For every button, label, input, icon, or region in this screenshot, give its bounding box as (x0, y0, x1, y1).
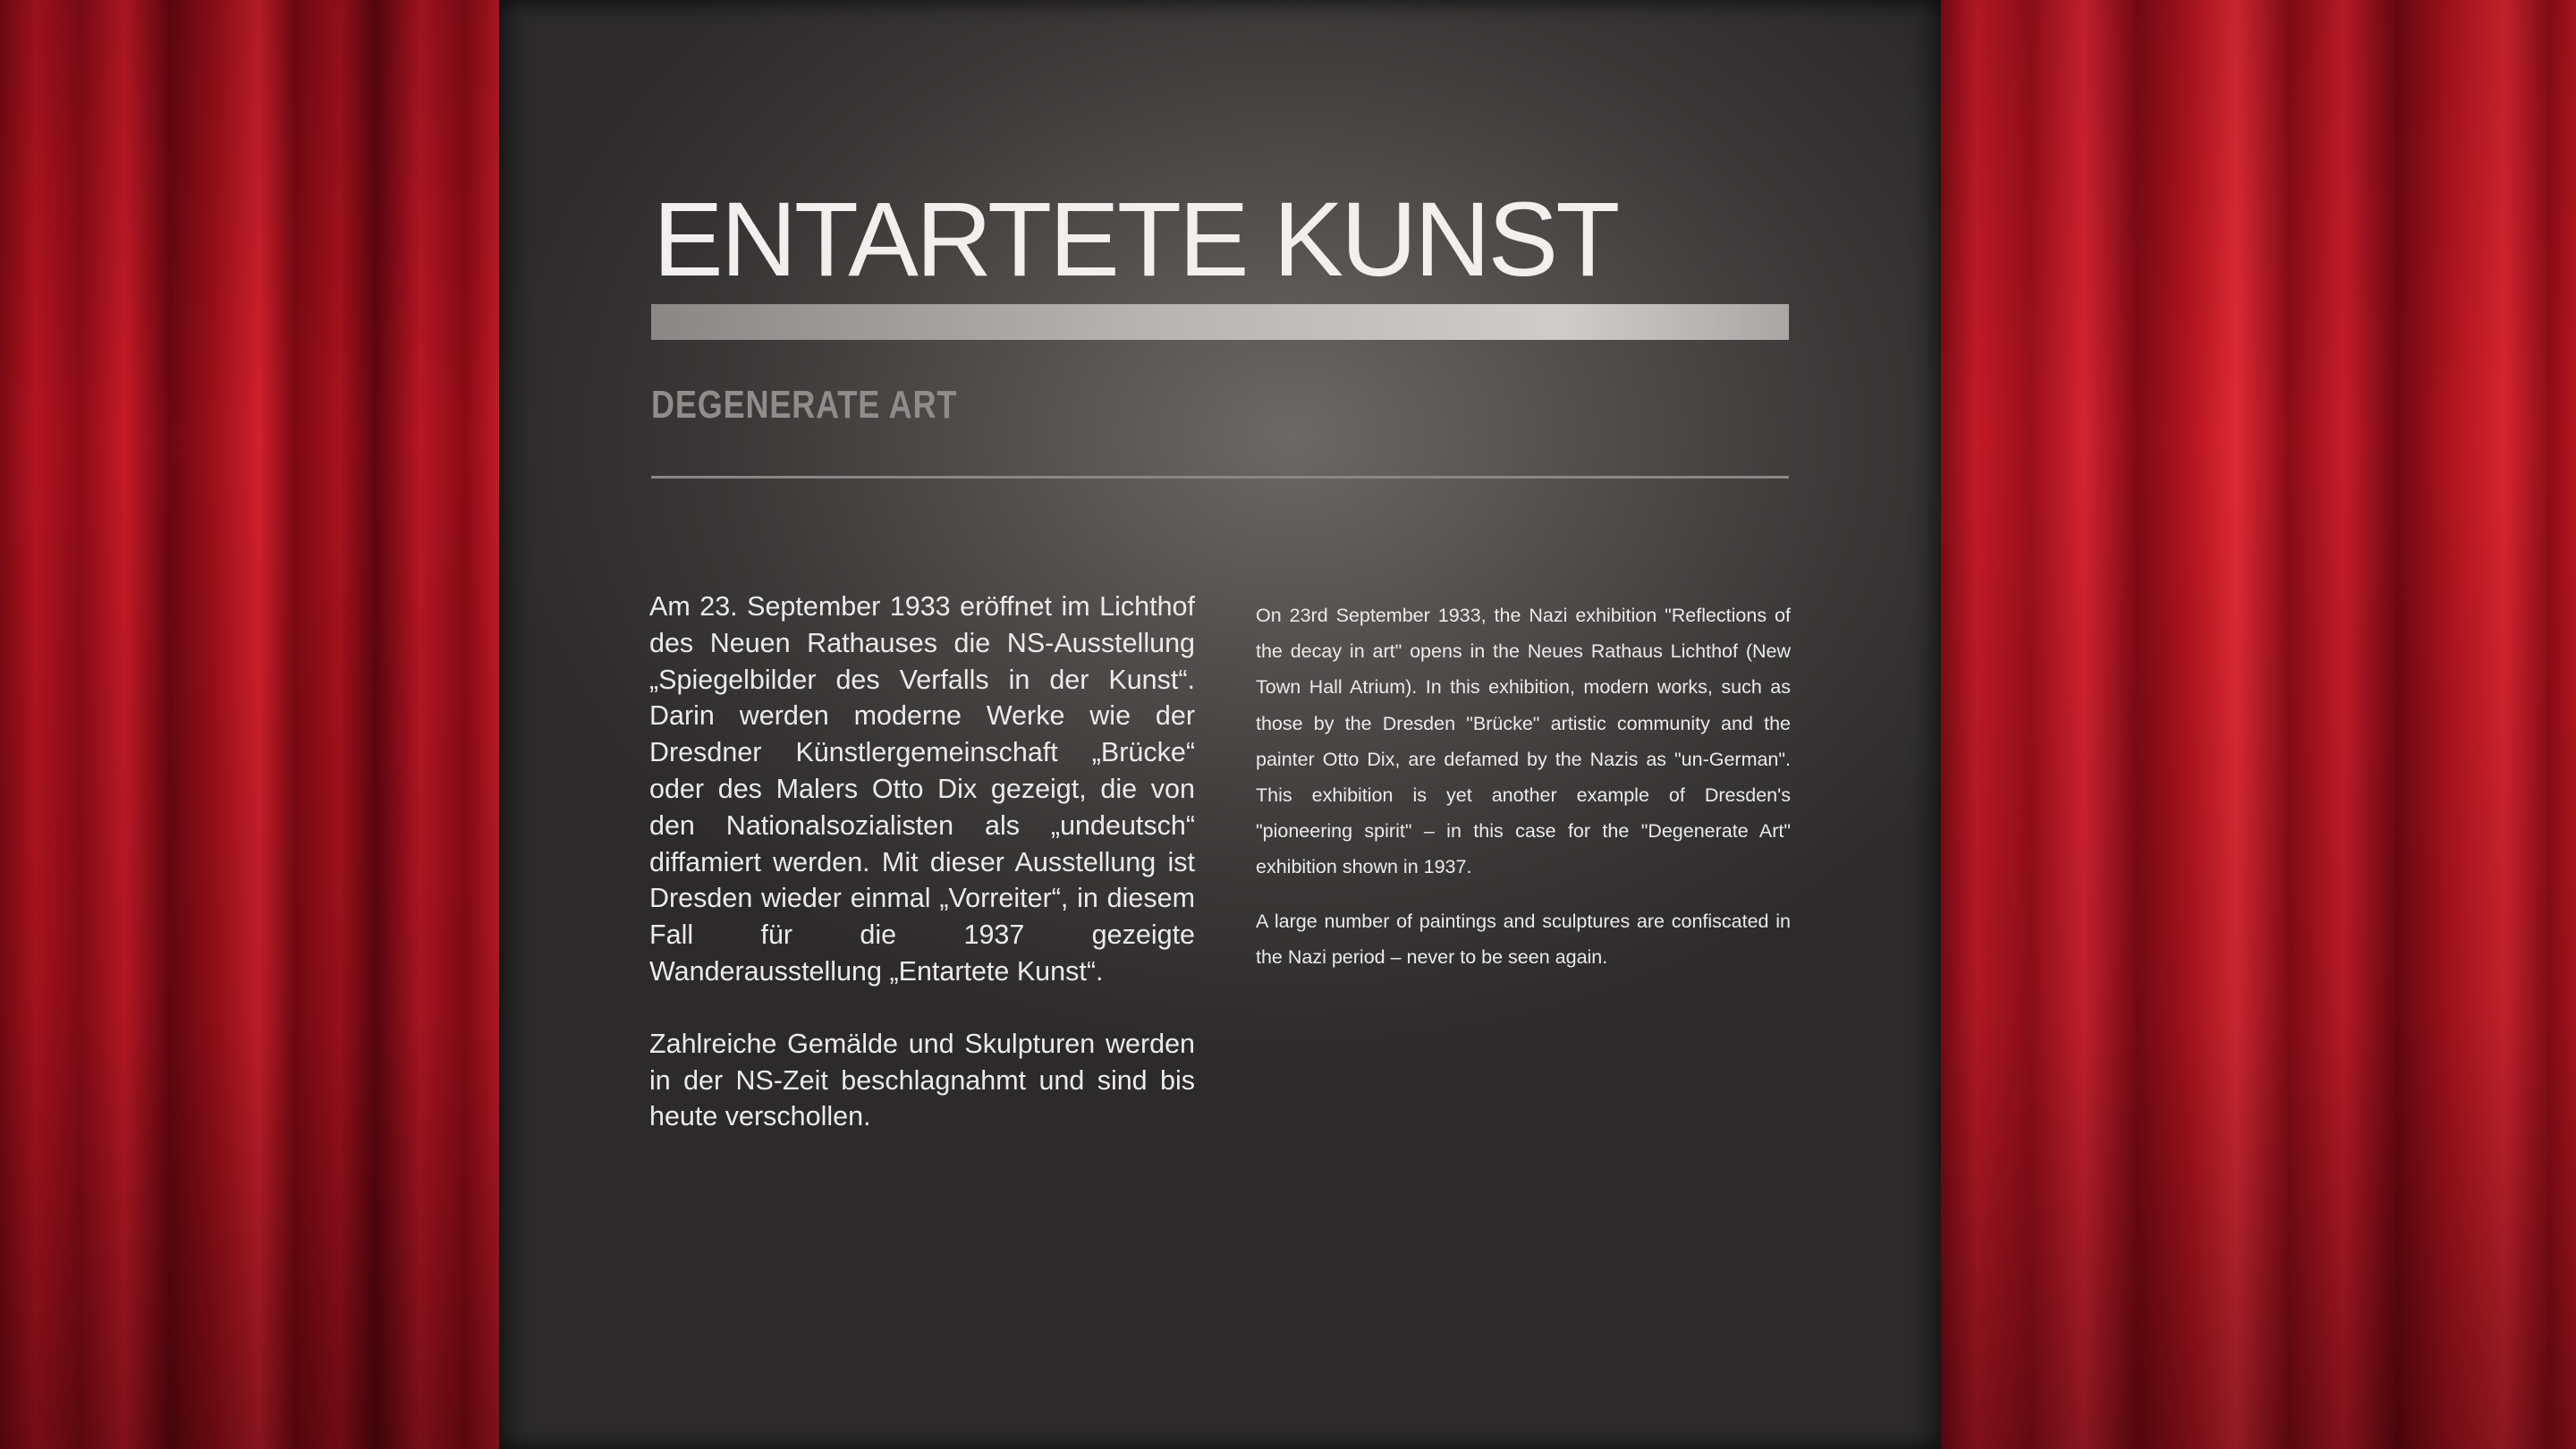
red-curtain-left (0, 0, 510, 1449)
english-text-column (1256, 597, 1791, 975)
german-paragraph: Zahlreiche Gemälde und Skulpturen werden in der NS-Zeit beschlagnahmt und sind bis heute verschollen. (649, 1028, 1195, 1132)
red-curtain-right (1932, 0, 2576, 1449)
sign-title: ENTARTETE KUNST (653, 181, 1618, 299)
exhibition-sign-panel (499, 0, 1941, 1449)
german-text-column (649, 589, 1195, 1135)
section-divider (651, 476, 1789, 479)
sign-subtitle: DEGENERATE ART (651, 383, 958, 427)
german-paragraph: Am 23. September 1933 eröffnet im Lichthof des Neuen Rathauses die NS-Ausstellung „Spiegelbilder des Verfalls in der Kunst“. Darin werden moderne Werke wie der Dresdner Künstlergemeinschaft „Brücke“ oder des Malers Otto Dix gezeigt, die von den Nationalsozialisten als „undeutsch“ diffamiert werden. Mit dieser Ausstellung ist Dresden wieder einmal „Vorreiter“, in diesem Fall für die 1937 gezeigte Wanderausstellung „Entartete Kunst“. (649, 591, 1195, 987)
english-paragraph: On 23rd September 1933, the Nazi exhibition "Reflections of the decay in art" opens in the Neues Rathaus Lichthof (New Town Hall Atrium). In this exhibition, modern works, such as those by the Dresden "Brücke" artistic community and the painter Otto Dix, are defamed by the Nazis as "un-German". This exhibition is yet another example of Dresden's "pioneering spirit" – in this case for the "Degenerate Art" exhibition shown in 1937. (1256, 605, 1791, 878)
title-underline-bar (651, 304, 1789, 340)
english-paragraph: A large number of paintings and sculptures are confiscated in the Nazi period – never to be seen again. (1256, 910, 1791, 968)
